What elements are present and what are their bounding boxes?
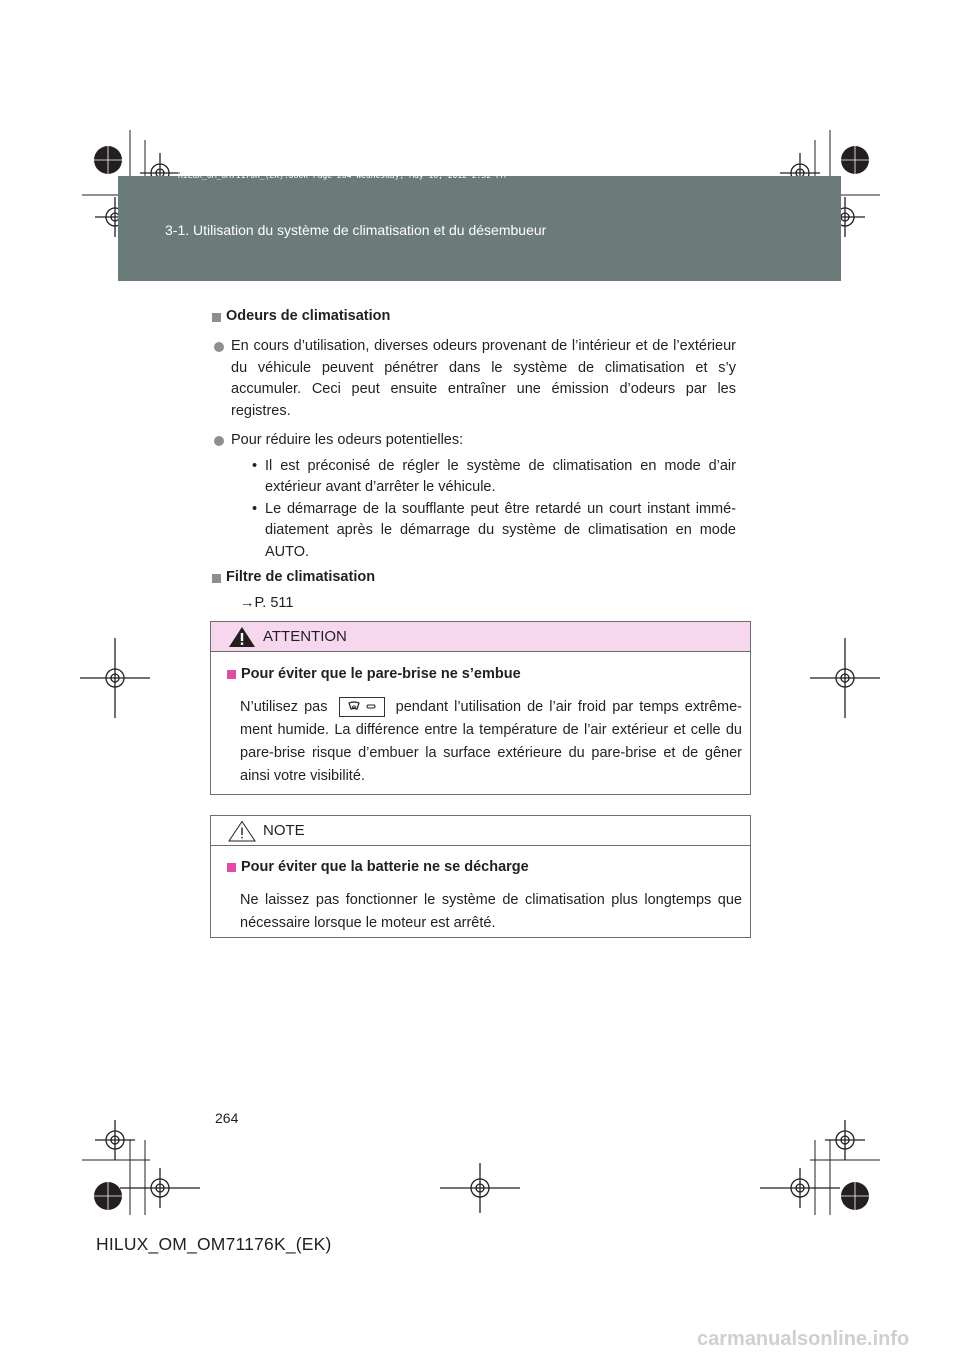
page-reference[interactable]: →P. 511 xyxy=(240,595,294,611)
square-bullet-icon xyxy=(212,313,221,322)
attention-heading: Pour éviter que le pare-brise ne s’embue xyxy=(227,662,742,686)
square-bullet-icon xyxy=(227,863,236,872)
sub-list-item: • Le démarrage de la soufflante peut être retardé un court instant immé-diatement après le démarrage du système de climatisation en mode AUTO. xyxy=(252,500,736,560)
square-bullet-icon xyxy=(212,574,221,583)
book-info: HILUX_OM_OM71176K_(EK).book Page 264 Wednesday, May 16, 2012 2:32 PM xyxy=(178,171,506,180)
caution-outline-icon xyxy=(227,820,257,842)
note-title-bar xyxy=(211,816,750,846)
filtre-heading: Filtre de climatisation xyxy=(212,567,736,589)
windshield-defog-icon xyxy=(339,697,385,717)
note-title: NOTE xyxy=(263,822,305,839)
arrow-right-icon: → xyxy=(240,595,255,611)
round-bullet-icon xyxy=(214,436,224,446)
sub-list-item: • Il est préconisé de régler le système de climatisation en mode d’air extérieur avant d’arrêter le véhicule. xyxy=(252,457,736,495)
note-box xyxy=(210,815,751,938)
list-item: Pour réduire les odeurs potentielles: xyxy=(212,430,736,452)
attention-title-bar xyxy=(211,622,750,652)
warning-icon xyxy=(227,626,257,648)
odeurs-heading: Odeurs de climatisation xyxy=(212,306,736,328)
note-heading: Pour éviter que la batterie ne se décharge xyxy=(227,855,742,879)
attention-text: N’utilisez pas pendant l’utilisation de l’air froid par temps extrême-ment humide. La différence entre la température de l’air extérieur et celle du pare-brise risque d’embuer la surface extérieure du pare-brise et de gêner ainsi votre visibilité. xyxy=(240,699,742,784)
section-title: 3-1. Utilisation du système de climatisation et du désembueur xyxy=(165,222,547,238)
square-bullet-icon xyxy=(227,670,236,679)
footer-code: HILUX_OM_OM71176K_(EK) xyxy=(96,1234,332,1254)
page-number: 264 xyxy=(215,1110,239,1126)
main-content xyxy=(212,306,736,615)
note-text: Ne laissez pas fonctionner le système de climatisation plus longtemps que nécessaire lorsque le moteur est arrêté. xyxy=(240,892,742,931)
watermark: carmanualsonline.info xyxy=(697,1328,910,1350)
attention-title: ATTENTION xyxy=(263,628,347,645)
round-bullet-icon xyxy=(214,342,224,352)
list-item: En cours d’utilisation, diverses odeurs provenant de l’intérieur et de l’extérieur du véhicule peuvent pénétrer dans le système de climatisation et s’y accumuler. Ceci peut ensuite entraîner une émission d’odeurs par les registres. xyxy=(212,336,736,422)
attention-box xyxy=(210,621,751,795)
